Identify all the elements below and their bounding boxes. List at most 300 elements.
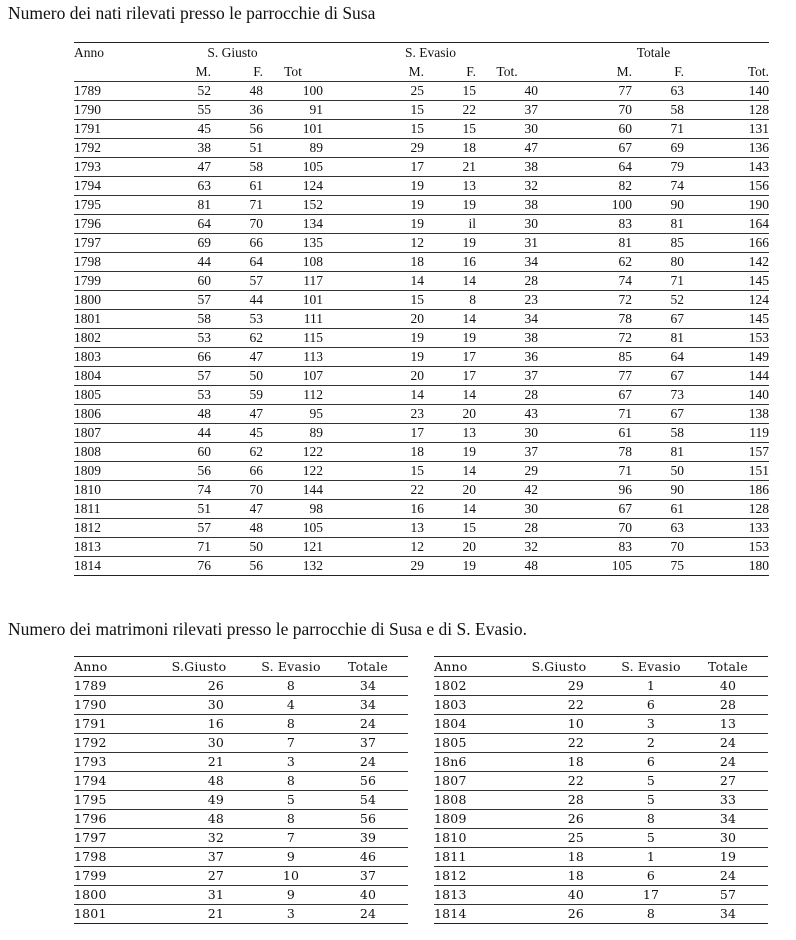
births-cell-anno: 1801 [74, 310, 142, 329]
marriages-row [434, 886, 768, 905]
births-cell-giusto-f: 61 [211, 177, 263, 196]
marriages-cell-s-evasio: 8 [254, 715, 328, 734]
births-cell-totale-tot: 149 [684, 348, 769, 367]
births-cell-totale-m: 67 [538, 386, 632, 405]
births-cell-totale-f: 70 [632, 538, 684, 557]
marriages-right-header-s-giusto: S.Giusto [531, 659, 587, 674]
marriages-cell-s-giusto: 25 [504, 829, 614, 848]
marriages-cell-s-giusto: 22 [504, 734, 614, 753]
births-cell-evasio-f: il [424, 215, 476, 234]
births-row [74, 519, 769, 538]
births-cell-giusto-f: 62 [211, 443, 263, 462]
births-cell-totale-f: 69 [632, 139, 684, 158]
births-group-header-row [74, 43, 769, 63]
births-cell-evasio-f: 8 [424, 291, 476, 310]
marriages-row [434, 677, 768, 696]
births-cell-giusto-m: 57 [142, 291, 211, 310]
marriages-cell-s-evasio: 3 [254, 753, 328, 772]
births-cell-totale-f: 71 [632, 272, 684, 291]
marriages-cell-anno: 1794 [74, 772, 144, 791]
marriages-cell-anno: 1814 [434, 905, 504, 924]
marriages-left-header-s-evasio: S. Evasio [261, 659, 321, 674]
births-cell-evasio-m: 22 [323, 481, 424, 500]
births-cell-giusto-f: 66 [211, 234, 263, 253]
births-cell-giusto-tot: 107 [263, 367, 323, 386]
group-header-s-giusto: S. Giusto [207, 45, 258, 60]
births-cell-giusto-m: 66 [142, 348, 211, 367]
marriages-table-right [434, 656, 768, 924]
births-cell-totale-m: 64 [538, 158, 632, 177]
births-cell-anno: 1810 [74, 481, 142, 500]
births-cell-anno: 1804 [74, 367, 142, 386]
births-cell-giusto-tot: 91 [263, 101, 323, 120]
births-row [74, 538, 769, 557]
births-cell-evasio-tot: 28 [476, 272, 538, 291]
births-cell-totale-f: 85 [632, 234, 684, 253]
marriages-cell-s-giusto: 30 [144, 696, 254, 715]
births-cell-totale-m: 82 [538, 177, 632, 196]
births-cell-totale-tot: 136 [684, 139, 769, 158]
births-cell-giusto-tot: 135 [263, 234, 323, 253]
births-sub-header-row [74, 62, 769, 82]
births-cell-evasio-m: 16 [323, 500, 424, 519]
births-cell-evasio-tot: 32 [476, 538, 538, 557]
marriages-cell-s-evasio: 8 [254, 810, 328, 829]
births-cell-totale-m: 62 [538, 253, 632, 272]
marriages-cell-s-evasio: 17 [614, 886, 688, 905]
births-cell-evasio-tot: 37 [476, 367, 538, 386]
births-cell-evasio-tot: 28 [476, 519, 538, 538]
births-cell-evasio-f: 20 [424, 538, 476, 557]
births-cell-giusto-m: 48 [142, 405, 211, 424]
births-cell-giusto-tot: 101 [263, 120, 323, 139]
births-cell-evasio-m: 19 [323, 196, 424, 215]
births-cell-totale-f: 67 [632, 310, 684, 329]
births-cell-anno: 1792 [74, 139, 142, 158]
marriages-cell-totale: 30 [688, 829, 768, 848]
births-cell-evasio-m: 15 [323, 120, 424, 139]
marriages-row [434, 829, 768, 848]
marriages-cell-anno: 1798 [74, 848, 144, 867]
births-cell-giusto-m: 52 [142, 82, 211, 101]
births-cell-evasio-f: 13 [424, 424, 476, 443]
marriages-cell-anno: 18n6 [434, 753, 504, 772]
births-cell-evasio-f: 15 [424, 120, 476, 139]
marriages-row [74, 886, 408, 905]
marriages-row [434, 810, 768, 829]
marriages-row [74, 905, 408, 924]
births-cell-giusto-m: 47 [142, 158, 211, 177]
marriages-cell-anno: 1790 [74, 696, 144, 715]
births-row [74, 139, 769, 158]
marriages-cell-totale: 13 [688, 715, 768, 734]
marriages-cell-s-evasio: 5 [614, 791, 688, 810]
births-row [74, 348, 769, 367]
marriages-cell-s-giusto: 40 [504, 886, 614, 905]
marriages-row [74, 696, 408, 715]
births-cell-totale-tot: 140 [684, 82, 769, 101]
births-cell-totale-tot: 157 [684, 443, 769, 462]
births-cell-evasio-tot: 38 [476, 196, 538, 215]
marriages-cell-anno: 1802 [434, 677, 504, 696]
births-cell-evasio-tot: 36 [476, 348, 538, 367]
births-cell-giusto-tot: 89 [263, 139, 323, 158]
births-cell-evasio-tot: 30 [476, 120, 538, 139]
sub-header-giusto-m: M. [195, 64, 211, 79]
births-cell-giusto-m: 56 [142, 462, 211, 481]
births-cell-totale-f: 90 [632, 196, 684, 215]
births-cell-totale-m: 77 [538, 82, 632, 101]
births-cell-evasio-f: 14 [424, 386, 476, 405]
marriages-row [434, 867, 768, 886]
marriages-cell-s-giusto: 30 [144, 734, 254, 753]
births-cell-evasio-tot: 37 [476, 101, 538, 120]
births-cell-totale-f: 64 [632, 348, 684, 367]
births-row [74, 234, 769, 253]
marriages-cell-s-evasio: 6 [614, 753, 688, 772]
marriages-cell-s-evasio: 6 [614, 696, 688, 715]
marriages-cell-totale: 37 [328, 734, 408, 753]
marriages-cell-s-evasio: 1 [614, 848, 688, 867]
births-cell-giusto-tot: 117 [263, 272, 323, 291]
births-cell-evasio-m: 25 [323, 82, 424, 101]
births-cell-totale-m: 60 [538, 120, 632, 139]
births-cell-giusto-f: 48 [211, 519, 263, 538]
births-cell-totale-tot: 186 [684, 481, 769, 500]
births-cell-totale-m: 71 [538, 405, 632, 424]
marriages-cell-s-giusto: 21 [144, 753, 254, 772]
marriages-cell-s-giusto: 18 [504, 753, 614, 772]
births-cell-totale-f: 61 [632, 500, 684, 519]
births-row [74, 557, 769, 576]
marriages-cell-anno: 1805 [434, 734, 504, 753]
births-cell-giusto-f: 57 [211, 272, 263, 291]
births-cell-giusto-tot: 132 [263, 557, 323, 576]
births-cell-giusto-tot: 89 [263, 424, 323, 443]
sub-header-giusto-tot: Tot [284, 64, 302, 79]
marriages-cell-s-evasio: 8 [614, 810, 688, 829]
births-cell-evasio-f: 15 [424, 519, 476, 538]
births-cell-giusto-f: 53 [211, 310, 263, 329]
births-cell-evasio-tot: 38 [476, 158, 538, 177]
births-cell-anno: 1797 [74, 234, 142, 253]
births-cell-giusto-m: 57 [142, 519, 211, 538]
births-cell-totale-f: 80 [632, 253, 684, 272]
births-cell-anno: 1789 [74, 82, 142, 101]
births-row [74, 120, 769, 139]
births-cell-giusto-tot: 108 [263, 253, 323, 272]
marriages-cell-totale: 24 [328, 753, 408, 772]
births-cell-totale-tot: 153 [684, 538, 769, 557]
births-cell-evasio-m: 19 [323, 177, 424, 196]
marriages-row [434, 848, 768, 867]
marriages-cell-s-evasio: 8 [254, 677, 328, 696]
births-cell-totale-tot: 145 [684, 272, 769, 291]
births-cell-totale-m: 100 [538, 196, 632, 215]
marriages-cell-totale: 34 [328, 696, 408, 715]
marriages-cell-anno: 1795 [74, 791, 144, 810]
marriages-cell-anno: 1811 [434, 848, 504, 867]
births-cell-anno: 1807 [74, 424, 142, 443]
births-row [74, 272, 769, 291]
births-cell-totale-tot: 151 [684, 462, 769, 481]
marriages-row [74, 867, 408, 886]
births-cell-evasio-tot: 43 [476, 405, 538, 424]
births-cell-evasio-m: 20 [323, 367, 424, 386]
births-cell-giusto-f: 47 [211, 348, 263, 367]
marriages-cell-s-evasio: 9 [254, 848, 328, 867]
births-cell-totale-tot: 142 [684, 253, 769, 272]
marriages-cell-totale: 24 [688, 734, 768, 753]
births-cell-giusto-f: 50 [211, 367, 263, 386]
births-cell-totale-m: 70 [538, 519, 632, 538]
marriages-cell-s-giusto: 26 [504, 810, 614, 829]
births-cell-totale-tot: 128 [684, 500, 769, 519]
births-cell-anno: 1812 [74, 519, 142, 538]
births-cell-totale-tot: 131 [684, 120, 769, 139]
births-cell-evasio-f: 19 [424, 443, 476, 462]
marriages-right-body [434, 677, 768, 924]
births-cell-totale-f: 63 [632, 82, 684, 101]
marriages-cell-anno: 1812 [434, 867, 504, 886]
marriages-row [434, 715, 768, 734]
births-cell-totale-m: 85 [538, 348, 632, 367]
marriages-row [74, 772, 408, 791]
births-cell-giusto-f: 44 [211, 291, 263, 310]
births-cell-giusto-m: 76 [142, 557, 211, 576]
births-cell-evasio-m: 18 [323, 443, 424, 462]
births-cell-evasio-f: 13 [424, 177, 476, 196]
births-cell-totale-tot: 166 [684, 234, 769, 253]
births-cell-anno: 1793 [74, 158, 142, 177]
marriages-left-header-totale: Totale [348, 659, 388, 674]
births-cell-anno: 1802 [74, 329, 142, 348]
births-cell-totale-tot: 153 [684, 329, 769, 348]
births-cell-totale-f: 63 [632, 519, 684, 538]
births-cell-giusto-f: 59 [211, 386, 263, 405]
births-cell-totale-f: 75 [632, 557, 684, 576]
births-cell-giusto-m: 64 [142, 215, 211, 234]
births-cell-evasio-m: 19 [323, 215, 424, 234]
births-cell-totale-m: 67 [538, 139, 632, 158]
births-cell-giusto-f: 71 [211, 196, 263, 215]
births-cell-giusto-m: 55 [142, 101, 211, 120]
marriages-cell-s-giusto: 31 [144, 886, 254, 905]
marriages-cell-anno: 1810 [434, 829, 504, 848]
marriages-cell-totale: 27 [688, 772, 768, 791]
births-cell-giusto-m: 71 [142, 538, 211, 557]
births-cell-totale-tot: 156 [684, 177, 769, 196]
marriages-cell-anno: 1807 [434, 772, 504, 791]
marriages-row [434, 734, 768, 753]
births-row [74, 443, 769, 462]
births-cell-evasio-f: 17 [424, 367, 476, 386]
births-cell-anno: 1800 [74, 291, 142, 310]
births-cell-anno: 1809 [74, 462, 142, 481]
marriages-cell-s-evasio: 4 [254, 696, 328, 715]
marriages-row [434, 905, 768, 924]
births-cell-totale-tot: 133 [684, 519, 769, 538]
sub-header-giusto-f: F. [253, 64, 263, 79]
births-cell-totale-f: 67 [632, 367, 684, 386]
births-cell-giusto-m: 81 [142, 196, 211, 215]
marriages-cell-s-evasio: 5 [254, 791, 328, 810]
births-cell-anno: 1791 [74, 120, 142, 139]
births-cell-giusto-tot: 95 [263, 405, 323, 424]
marriages-cell-totale: 39 [328, 829, 408, 848]
marriages-cell-s-giusto: 48 [144, 772, 254, 791]
births-cell-totale-m: 96 [538, 481, 632, 500]
births-cell-giusto-f: 45 [211, 424, 263, 443]
births-cell-giusto-m: 57 [142, 367, 211, 386]
births-cell-totale-f: 58 [632, 424, 684, 443]
births-cell-giusto-tot: 124 [263, 177, 323, 196]
marriages-row [74, 715, 408, 734]
births-cell-giusto-f: 70 [211, 481, 263, 500]
marriages-table-title: Numero dei matrimoni rilevati presso le parrocchie di Susa e di S. Evasio. [8, 619, 528, 639]
marriages-cell-totale: 24 [328, 715, 408, 734]
births-cell-giusto-m: 63 [142, 177, 211, 196]
marriages-cell-s-giusto: 18 [504, 848, 614, 867]
marriages-cell-anno: 1799 [74, 867, 144, 886]
births-row [74, 405, 769, 424]
marriages-cell-totale: 40 [328, 886, 408, 905]
marriages-cell-s-evasio: 7 [254, 734, 328, 753]
marriages-cell-s-evasio: 5 [614, 829, 688, 848]
births-cell-evasio-f: 15 [424, 82, 476, 101]
births-cell-evasio-f: 17 [424, 348, 476, 367]
births-cell-evasio-m: 14 [323, 272, 424, 291]
births-cell-giusto-tot: 105 [263, 158, 323, 177]
births-row [74, 82, 769, 101]
births-cell-evasio-f: 21 [424, 158, 476, 177]
births-row [74, 310, 769, 329]
marriages-cell-s-evasio: 3 [614, 715, 688, 734]
births-cell-totale-m: 61 [538, 424, 632, 443]
marriages-row [74, 753, 408, 772]
births-cell-totale-f: 81 [632, 215, 684, 234]
births-cell-evasio-f: 19 [424, 196, 476, 215]
group-header-totale: Totale [636, 45, 671, 60]
births-cell-giusto-tot: 122 [263, 462, 323, 481]
marriages-cell-s-evasio: 6 [614, 867, 688, 886]
births-row [74, 481, 769, 500]
sub-header-evasio-m: M. [408, 64, 424, 79]
births-table-body [74, 82, 769, 576]
marriages-right-header-row [434, 657, 768, 677]
marriages-cell-s-giusto: 18 [504, 867, 614, 886]
births-cell-totale-f: 52 [632, 291, 684, 310]
births-cell-totale-f: 71 [632, 120, 684, 139]
births-cell-totale-tot: 180 [684, 557, 769, 576]
births-cell-totale-m: 81 [538, 234, 632, 253]
births-cell-evasio-m: 29 [323, 139, 424, 158]
births-cell-totale-tot: 143 [684, 158, 769, 177]
marriages-cell-s-evasio: 9 [254, 886, 328, 905]
births-cell-giusto-tot: 113 [263, 348, 323, 367]
marriages-cell-totale: 56 [328, 772, 408, 791]
sub-header-totale-tot: Tot. [747, 64, 769, 79]
births-cell-evasio-f: 19 [424, 329, 476, 348]
marriages-left-body [74, 677, 408, 924]
marriages-right-header-totale: Totale [708, 659, 748, 674]
births-cell-totale-f: 67 [632, 405, 684, 424]
marriages-cell-anno: 1789 [74, 677, 144, 696]
births-cell-giusto-tot: 98 [263, 500, 323, 519]
marriages-cell-s-giusto: 48 [144, 810, 254, 829]
births-cell-giusto-tot: 111 [263, 310, 323, 329]
births-cell-evasio-m: 23 [323, 405, 424, 424]
births-cell-giusto-m: 51 [142, 500, 211, 519]
marriages-cell-anno: 1800 [74, 886, 144, 905]
births-cell-evasio-m: 12 [323, 234, 424, 253]
marriages-cell-totale: 54 [328, 791, 408, 810]
births-cell-evasio-tot: 42 [476, 481, 538, 500]
marriages-cell-s-giusto: 22 [504, 772, 614, 791]
births-table [74, 42, 769, 576]
births-cell-evasio-f: 14 [424, 462, 476, 481]
marriages-row [434, 753, 768, 772]
marriages-row [74, 810, 408, 829]
births-cell-giusto-f: 58 [211, 158, 263, 177]
births-cell-giusto-m: 69 [142, 234, 211, 253]
births-cell-evasio-tot: 29 [476, 462, 538, 481]
births-cell-giusto-f: 36 [211, 101, 263, 120]
marriages-cell-totale: 40 [688, 677, 768, 696]
births-cell-totale-f: 50 [632, 462, 684, 481]
births-cell-evasio-tot: 30 [476, 215, 538, 234]
marriages-row [434, 772, 768, 791]
births-cell-totale-tot: 190 [684, 196, 769, 215]
births-cell-giusto-tot: 115 [263, 329, 323, 348]
births-cell-evasio-m: 13 [323, 519, 424, 538]
births-cell-totale-m: 78 [538, 443, 632, 462]
marriages-cell-totale: 24 [688, 867, 768, 886]
births-cell-evasio-f: 19 [424, 557, 476, 576]
marriages-cell-totale: 56 [328, 810, 408, 829]
births-cell-totale-tot: 164 [684, 215, 769, 234]
births-cell-giusto-m: 44 [142, 424, 211, 443]
births-cell-giusto-f: 47 [211, 500, 263, 519]
group-header-s-evasio: S. Evasio [404, 45, 456, 60]
births-cell-evasio-m: 17 [323, 424, 424, 443]
marriages-cell-totale: 28 [688, 696, 768, 715]
births-cell-anno: 1794 [74, 177, 142, 196]
births-cell-evasio-f: 14 [424, 272, 476, 291]
marriages-cell-totale: 24 [688, 753, 768, 772]
marriages-left-header-row [74, 657, 408, 677]
births-cell-evasio-f: 14 [424, 500, 476, 519]
marriages-cell-totale: 19 [688, 848, 768, 867]
births-cell-anno: 1799 [74, 272, 142, 291]
births-cell-anno: 1808 [74, 443, 142, 462]
births-cell-giusto-m: 53 [142, 386, 211, 405]
sub-header-totale-m: M. [616, 64, 632, 79]
marriages-cell-anno: 1791 [74, 715, 144, 734]
births-cell-giusto-f: 56 [211, 120, 263, 139]
marriages-row [434, 696, 768, 715]
births-cell-evasio-m: 15 [323, 462, 424, 481]
births-cell-totale-tot: 145 [684, 310, 769, 329]
births-cell-totale-tot: 128 [684, 101, 769, 120]
marriages-row [74, 734, 408, 753]
marriages-cell-totale: 24 [328, 905, 408, 924]
births-cell-evasio-m: 14 [323, 386, 424, 405]
marriages-cell-s-evasio: 7 [254, 829, 328, 848]
births-cell-totale-m: 83 [538, 215, 632, 234]
marriages-cell-anno: 1809 [434, 810, 504, 829]
births-row [74, 101, 769, 120]
